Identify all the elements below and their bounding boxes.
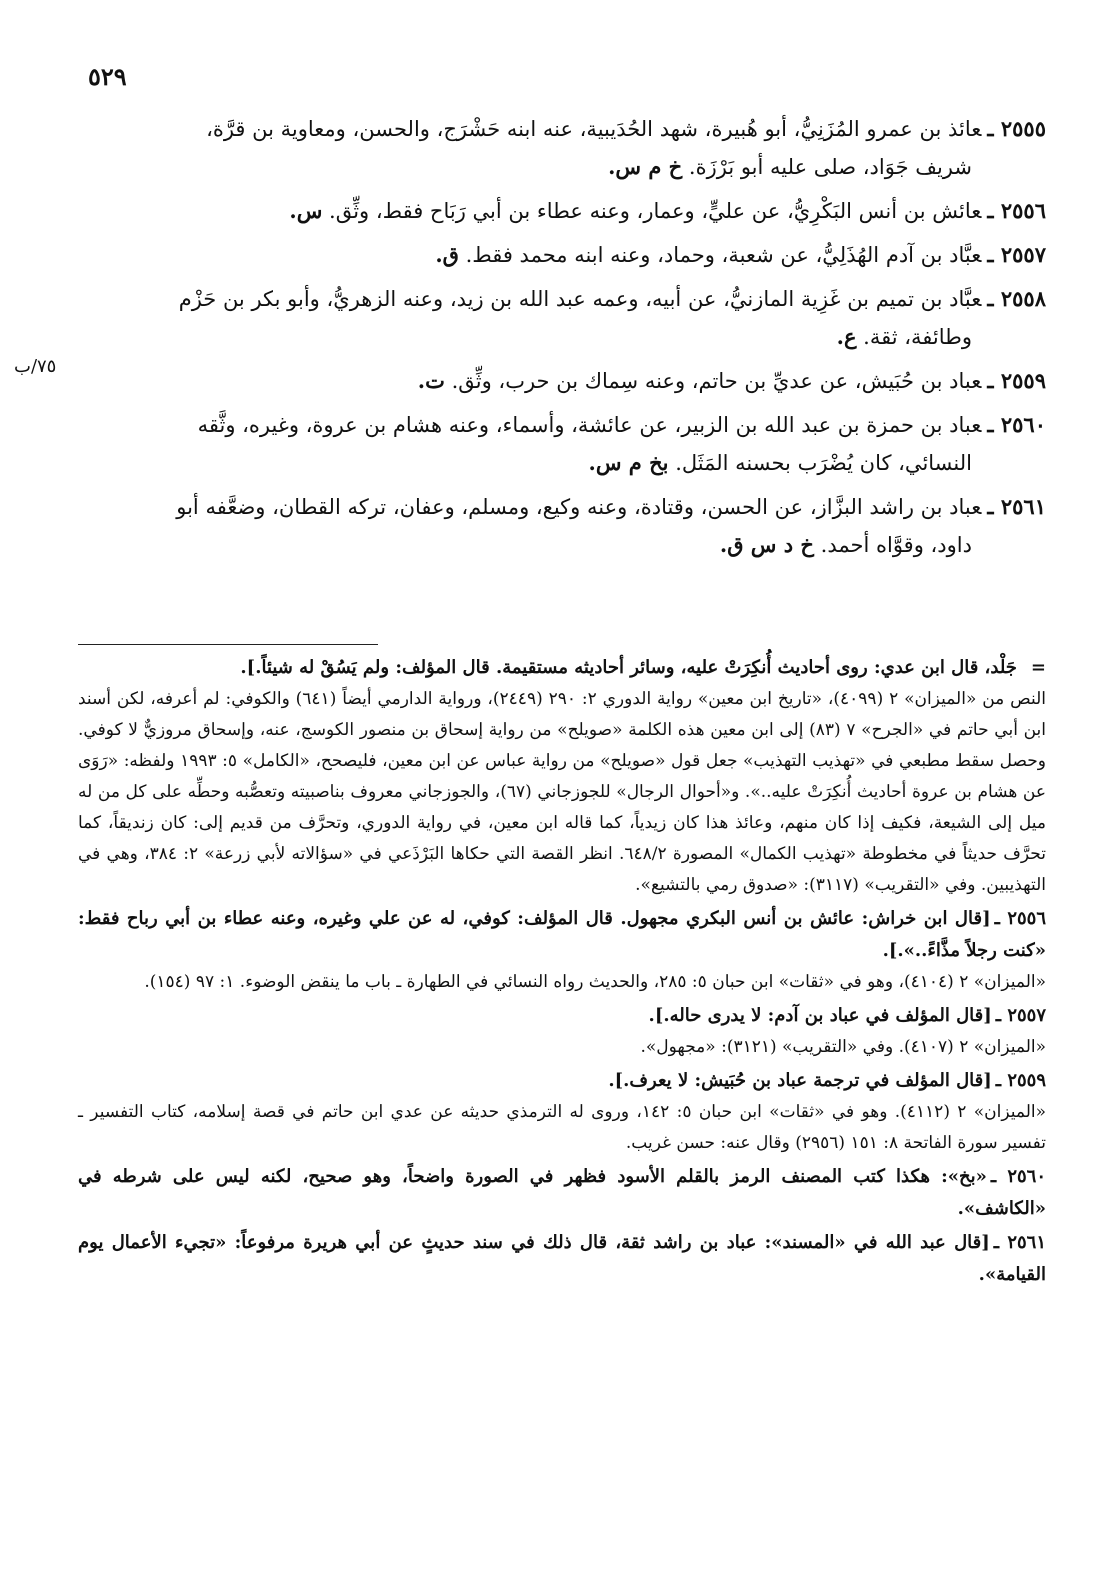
footnote	[78, 1161, 1046, 1225]
entry-number: ٢٥٥٦ ـ	[987, 198, 1046, 223]
entry-continuation: وطائفة، ثقة. ع.	[836, 324, 972, 349]
entry-continuation: داود، وقوَّاه أحمد. خ د س ق.	[719, 532, 972, 557]
footnote-heading: جَلْد، قال ابن عدي: روى أحاديث أُنكِرَتْ عليه، وسائر أحاديثه مستقيمة. قال المؤلف: ولم يَسُقْ له شيئاً.].	[240, 657, 1017, 678]
footnote-heading: [قال عبد الله في «المسند»: عباد بن راشد ثقة، قال ذلك في سند حديثٍ عن أبي هريرة مرفوعاً: «تجيء الأعمال يوم القيامة».	[78, 1232, 1046, 1285]
footnote-number: ٢٥٥٧ ـ	[995, 1005, 1046, 1026]
footnote-heading: [قال ابن خراش: عائش بن أنس البكري مجهول. قال المؤلف: كوفي، له عن علي وغيره، وعنه عطاء بن أبي رباح فقط: «كنت رجلاً مذَّاءً..».].	[78, 908, 1046, 961]
footnote	[78, 1000, 1046, 1063]
footnote-source: «الميزان» ٢ (٤١٠٤)، وهو في «ثقات» ابن حبان ٥: ٢٨٥، والحديث رواه النسائي في الطهارة ـ باب ما ينقض الوضوء. ١: ٩٧ (١٥٤).	[144, 972, 1046, 992]
entry-number: ٢٥٥٧ ـ	[987, 242, 1046, 267]
footnote-number: =	[1030, 657, 1046, 678]
footnote-number: ٢٥٦٠ ـ	[990, 1166, 1046, 1187]
footnote-heading: [قال المؤلف في عباد بن آدم: لا يدرى حاله.].	[648, 1005, 992, 1026]
entry	[78, 362, 1046, 400]
margin-note: ٧٥/ب	[14, 356, 57, 377]
entry-number: ٢٥٦١ ـ	[987, 494, 1046, 519]
footnote-source: «الميزان» ٢ (٤١٠٧). وفي «التقريب» (٣١٢١): «مجهول».	[640, 1037, 1046, 1057]
footnote	[78, 1065, 1046, 1159]
footnote-heading: [قال المؤلف في ترجمة عباد بن حُبَيش: لا يعرف.].	[608, 1070, 992, 1091]
entry	[78, 406, 1046, 482]
entry-sigla: ع.	[836, 324, 857, 349]
entry-sigla: ق.	[435, 242, 459, 267]
entry-text: عبَّاد بن آدم الهُذَلِيُّ، عن شعبة، وحماد، وعنه ابنه محمد فقط.	[458, 243, 982, 267]
entry-number: ٢٥٥٩ ـ	[987, 368, 1046, 393]
entry-sigla: ت.	[417, 368, 445, 393]
entry-continuation: شريف جَوَاد، صلى عليه أبو بَرْزَة. خ م س.	[608, 154, 972, 179]
footnotes	[78, 652, 1046, 1293]
footnote-divider	[78, 644, 378, 645]
entry-number: ٢٥٦٠ ـ	[987, 412, 1046, 437]
entry	[78, 110, 1046, 186]
footnote-source: «الميزان» ٢ (٤١١٢). وهو في «ثقات» ابن حبان ٥: ١٤٢، وروى له الترمذي حديثه عن عدي ابن حاتم في قصة إسلامه، كتاب التفسير ـ تفسير سورة الفاتحة ٨: ١٥١ (٢٩٥٦) وقال عنه: حسن غريب.	[78, 1102, 1047, 1153]
entry-text: عائش بن أنس البَكْرِيُّ، عن عليٍّ، وعمار، وعنه عطاء بن أبي رَبَاح فقط، وثِّق.	[322, 199, 982, 223]
entry-sigla: خ د س ق.	[719, 532, 814, 557]
entry-number: ٢٥٥٥ ـ	[987, 116, 1046, 141]
page-number: ٥٢٩	[88, 62, 127, 91]
main-text	[78, 110, 1046, 570]
footnote	[78, 903, 1046, 998]
footnote	[78, 652, 1046, 901]
entry-text: عبَّاد بن تميم بن غَزِية المازنيُّ، عن أبيه، وعمه عبد الله بن زيد، وعنه الزهريُّ، وأبو بكر بن حَزْم	[178, 287, 982, 311]
entry	[78, 488, 1046, 564]
footnote-number: ٢٥٥٩ ـ	[995, 1070, 1046, 1091]
footnote-number: ٢٥٦١ ـ	[993, 1232, 1046, 1253]
entry-sigla: خ م س.	[608, 154, 683, 179]
footnote	[78, 1227, 1046, 1291]
footnote-source: النص من «الميزان» ٢ (٤٠٩٩)، «تاريخ ابن معين» رواية الدوري ٢: ٢٩٠ (٢٤٤٩)، ورواية الدارمي أيضاً (٦٤١) والكوفي: لم أعرفه، لكن أسند ابن أبي حاتم في «الجرح» ٧ (٨٣) إلى ابن معين هذه الكلمة «صويلح» من رواية إسحاق بن منصور الكوسج، عنه، وإسحاق مروزيٌّ لا كوفي. وحصل سقط مطبعي في «تهذيب التهذيب» جعل قول «صويلح» من رواية عباس عن ابن معين، فليصحح، «الكامل» ٥: ١٩٩٣ ولفظه: «رَوَى عن هشام بن عروة أحاديث أُنكِرَتْ عليه..». و«أحوال الرجال» للجوزجاني (٦٧)، والجوزجاني معروف بناصبيته وتعصُّبه وحطِّه على كل من له ميل إلى الشيعة، فكيف إذا كان منهم، وعائذ هذا كان زيدياً، كما قاله ابن معين، في رواية الدوري، وتحرَّف من قديم إلى: كان زنديقاً، كما تحرَّف حديثاً في مخطوطة «تهذيب الكمال» المصورة ٦٤٨/٢. انظر القصة التي حكاها البَرْذَعي في «سؤالاته لأبي زرعة» ٢: ٣٨٤، وهي في التهذيبين. وفي «التقريب» (٣١١٧): «صدوق رمي بالتشيع».	[78, 689, 1047, 895]
entry-sigla: بخ م س.	[588, 450, 669, 475]
entry-text: عباد بن حُبَيش، عن عديِّ بن حاتم، وعنه سِماك بن حرب، وثِّق.	[444, 369, 982, 393]
entry	[78, 236, 1046, 274]
footnote-heading: «بخ»: هكذا كتب المصنف الرمز بالقلم الأسود فظهر في الصورة واضحاً، وهو صحيح، لكنه ليس على شرطه في «الكاشف».	[78, 1166, 1046, 1219]
entry-continuation: النسائي، كان يُضْرَب بحسنه المَثَل. بخ م س.	[588, 450, 972, 475]
footnote-number: ٢٥٥٦ ـ	[994, 908, 1047, 929]
entry-number: ٢٥٥٨ ـ	[987, 286, 1046, 311]
entry	[78, 280, 1046, 356]
entry-text: عباد بن راشد البزَّاز، عن الحسن، وقتادة، وعنه وكيع، ومسلم، وعفان، تركه القطان، وضعَّفه أبو	[176, 495, 982, 519]
entry-sigla: س.	[289, 198, 323, 223]
entry-text: عائذ بن عمرو المُزَنِيُّ، أبو هُبيرة، شهد الحُدَيبية، عنه ابنه حَشْرَج، والحسن، ومعاوية بن قرَّة،	[206, 117, 982, 141]
entry	[78, 192, 1046, 230]
entry-text: عباد بن حمزة بن عبد الله بن الزبير، عن عائشة، وأسماء، وعنه هشام بن عروة، وغيره، وثَّقه	[197, 413, 982, 437]
